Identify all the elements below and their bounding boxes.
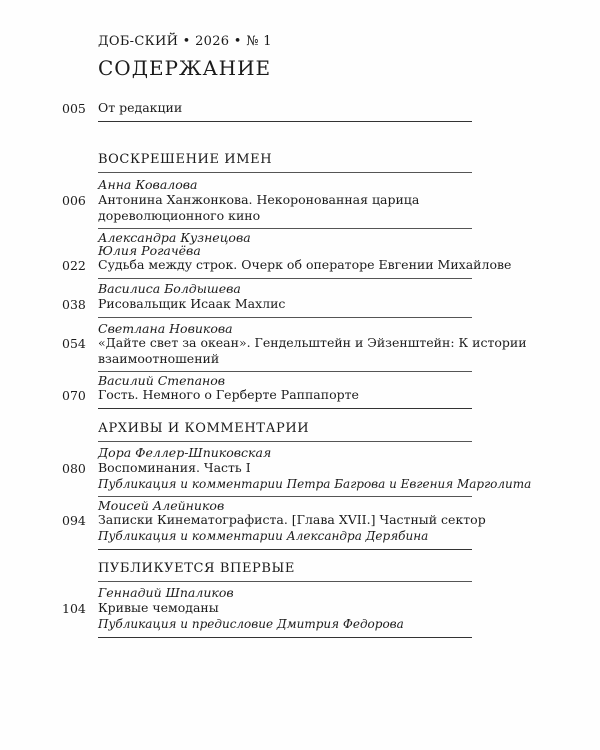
divider xyxy=(98,121,472,122)
entry-note: Публикация и комментарии Петра Багрова и Евгения Марголита xyxy=(98,477,532,491)
entry-page-number: 006 xyxy=(62,193,86,208)
entry-title: Кривые чемоданы xyxy=(98,600,219,615)
entry-page-number: 104 xyxy=(62,601,86,616)
entry-title: Рисовальщик Исаак Махлис xyxy=(98,296,286,311)
entry-title-cont: дореволюционного кино xyxy=(98,208,261,223)
entry-divider xyxy=(98,371,472,372)
entry-page-number: 038 xyxy=(62,297,86,312)
entry-divider xyxy=(98,278,472,279)
section-divider xyxy=(98,441,472,442)
entry-author: Юлия Рогачёва xyxy=(98,243,201,258)
intro-page-number: 005 xyxy=(62,101,86,116)
entry-title: Судьба между строк. Очерк об операторе Евгении Михайлове xyxy=(98,257,512,272)
entry-page-number: 094 xyxy=(62,513,86,528)
divider xyxy=(98,549,472,550)
entry-title: «Дайте свет за океан». Гендельштейн и Эйзенштейн: К истории xyxy=(98,335,527,350)
divider xyxy=(98,408,472,409)
entry-title: Воспоминания. Часть I xyxy=(98,460,251,475)
entry-divider xyxy=(98,228,472,229)
entry-author: Моисей Алейников xyxy=(98,498,225,513)
entry-page-number: 080 xyxy=(62,461,86,476)
entry-author: Геннадий Шпаликов xyxy=(98,585,234,600)
contents-title: СОДЕРЖАНИЕ xyxy=(98,56,272,80)
entry-note: Публикация и комментарии Александра Дерябина xyxy=(98,529,429,543)
entry-title: Записки Кинематографиста. [Глава XVII.] Частный сектор xyxy=(98,512,486,527)
entry-author: Анна Ковалова xyxy=(98,177,198,192)
entry-title-cont: взаимоотношений xyxy=(98,351,220,366)
entry-author: Дора Феллер-Шпиковская xyxy=(98,445,272,460)
journal-issue-line: ДОБ-СКИЙ • 2026 • № 1 xyxy=(98,34,272,49)
intro-title: От редакции xyxy=(98,100,183,115)
entry-divider xyxy=(98,496,472,497)
entry-page-number: 070 xyxy=(62,388,86,403)
section-divider xyxy=(98,172,472,173)
section-title: АРХИВЫ И КОММЕНТАРИИ xyxy=(98,421,310,436)
entry-author: Александра Кузнецова xyxy=(98,230,251,245)
entry-note: Публикация и предисловие Дмитрия Федорова xyxy=(98,617,404,631)
entry-author: Светлана Новикова xyxy=(98,321,233,336)
entry-title: Антонина Ханжонкова. Некоронованная царица xyxy=(98,192,420,207)
entry-page-number: 022 xyxy=(62,258,86,273)
entry-title: Гость. Немного о Герберте Раппапорте xyxy=(98,387,359,402)
section-divider xyxy=(98,581,472,582)
entry-author: Василий Степанов xyxy=(98,373,226,388)
entry-author: Василиса Болдышева xyxy=(98,281,241,296)
section-title: ПУБЛИКУЕТСЯ ВПЕРВЫЕ xyxy=(98,561,296,576)
entry-page-number: 054 xyxy=(62,336,86,351)
divider xyxy=(98,637,472,638)
entry-divider xyxy=(98,317,472,318)
section-title: ВОСКРЕШЕНИЕ ИМЕН xyxy=(98,152,273,167)
